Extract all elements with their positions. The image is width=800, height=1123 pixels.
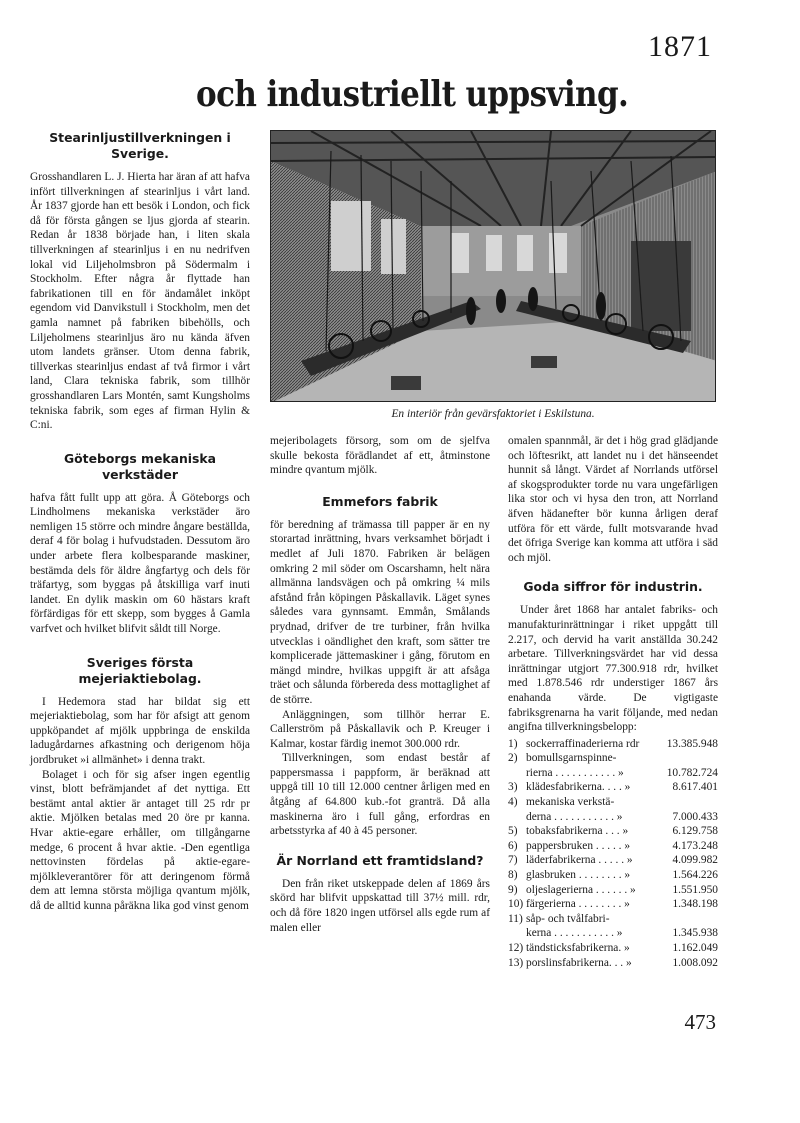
- production-value-list: [508, 737, 718, 971]
- list-item-number: 3): [508, 781, 518, 794]
- list-item-number: 8): [508, 869, 518, 882]
- list-item-value: 1.564.226: [672, 869, 718, 882]
- paragraph: mejeribolagets försorg, som om de sjelfva skulle bekosta förädlandet af ett, åtminstone mindre qvantum mjölk.: [270, 435, 490, 477]
- paragraph: omalen spannmål, är det i hög grad glädjande och löftesrikt, att landet nu i det hänseendet hunnit så långt. Värdet af Norrlands utförsel af skogsprodukter torde nu vara ungefärligen lika stor och vi hysa den tron, att Norrland äfven hädanefter bör kunna årligen deraf utföra för ett värde, fullt motsvarande hvad det öfriga Sverige kan komma att utföra i säd och mjöl.: [508, 435, 718, 564]
- paragraph: Anläggningen, som tillhör herrar E. Callerström på Påskallavik och P. Kreuger i Kalmar, kostar färdig inemot 300.000 rdr.: [270, 708, 490, 750]
- paragraph: hafva fått fullt upp att göra. Å Göteborgs och Lindholmens mekaniska verkstäder äro nemligen 15 större och mindre ångare beställda, deraf 4 för bolag i hufvudstaden. Dessutom äro under arbete flera kolbesparande maskiner, bestämda dels för äldre ångfartyg och dels för träfartyg, som byggas på åtskilliga varf inuti landet. En dylik maskin om 60 hästars kraft förfärdigas för ett skepp, som bygges å Gamla varfvet och hvilket blifvit såldt till Norge.: [30, 491, 250, 636]
- list-item: [508, 853, 718, 868]
- list-item: [508, 912, 718, 927]
- list-item: [508, 941, 718, 956]
- list-item-label: läderfabrikerna . . . . . »: [526, 854, 633, 867]
- list-item-value: 1.162.049: [672, 942, 718, 954]
- list-item-number: [508, 810, 526, 825]
- list-item-number: 2): [508, 752, 518, 765]
- list-item: [508, 883, 718, 898]
- paragraph: Under året 1868 har antalet fabriks- och manufakturinrättningar i riket uppgått till 2.217, och dervid ha varit anställda 30.242 arbetare. Tillverkningsvärdet har vid dessa inrättningar utgjort 77.300.918 rdr, hvilket med 1.878.546 rdr understiger 1867 års enahanda värde. De vigtigaste fabriksgrenarna ha varit följande, med nedan angifna tillverkningsbelopp:: [508, 604, 718, 734]
- page-number: 473: [684, 1010, 716, 1034]
- list-item: [508, 795, 718, 810]
- paragraph: Den från riket utskeppade delen af 1869 års skörd har blifvit uppskattad till 37½ mill. rdr, och då före 1820 ingen utförsel alls egde rum af malen eller: [270, 877, 490, 934]
- list-item: [508, 751, 718, 766]
- list-item-value: [662, 912, 718, 927]
- list-item-value: 1.348.198: [672, 898, 718, 911]
- list-item: [508, 824, 718, 839]
- list-item-number: 5): [508, 825, 518, 838]
- list-item-label: tobaksfabrikerna . . . »: [526, 825, 629, 838]
- column-2: [270, 434, 490, 935]
- list-item: [508, 897, 718, 912]
- list-item: [508, 780, 718, 795]
- paragraph: Bolaget i och för sig afser ingen egentlig vinst, blott befrämjandet af det nyttiga. Ett bestämt antal aktier är antaget till 25 rdr pr aktie. Mjölken betalas med 20 öre pr kanna. Hvar aktie-egare erhåller, om tillgångarne medge, 6 procent å hvar aktie. -Den egentliga nettovinsten fördelas på aktie-egare-mjölkleverantörer för att deringenom förmå dem att lemna största möjliga qvantum mjölk, då de alltid kunna påräkna lika god vinst genom: [30, 768, 250, 912]
- list-item-label: derna . . . . . . . . . . . »: [526, 810, 623, 823]
- heading-goteborgs-verkstader: Göteborgs mekaniska verkstäder: [63, 450, 217, 482]
- list-item-label: sockerraffinaderierna rdr: [526, 737, 640, 750]
- list-item-number: 4): [508, 796, 518, 809]
- list-item-value: 1.551.950: [672, 883, 718, 896]
- paragraph: för beredning af trämassa till papper är en ny storartad inrättning, hvars verksamhet börjadt i medlet af Juli 1870. Fabriken är belägen omkring 2 mil söder om Oscarshamn, helt nära allmänna landsvägen och på omkring ¼ mils afstånd från köpingen Påskallavik. Läget synes således vara gynnsamt. Emmån, Smålands prydnad, drifver de tre turbiner, från hvilka utvecklas i oändlighet den kraft, som sätter tre komplicerade jättemaskiner i gång, förutom en mängd mindre, hvilkas uppgift är att afsåga träet och sålunda förbereda dess mottaglighet af de större.: [270, 518, 490, 706]
- paragraph: Tillverkningen, som endast består af pappersmassa i pappform, är beräknad att uppgå till 10 till 12.000 centner årligen med en åtgång af 64.800 kub.-fot granträ. Då alla maskinerna äro i full gång, erfordras en arbetsstyrka af 40 à 45 personer.: [270, 752, 490, 838]
- list-item-label: klädesfabrikerna. . . . »: [526, 781, 631, 794]
- figure-caption: En interiör från gevärsfaktoriet i Eskilstuna.: [391, 408, 595, 420]
- year-header: 1871: [648, 30, 712, 63]
- heading-mejeriaktiebolag: Sveriges första mejeriaktiebolag.: [78, 654, 202, 686]
- list-item-label: bomullsgarnspinne-: [526, 752, 617, 765]
- paragraph: I Hedemora stad har bildat sig ett mejeriaktiebolag, som har för afsigt att genom uppköpandet af mjölk uppbringa de enskilda ladugårdarnes afkastning och derigenom höja jordbruket »i allmänhet» i denna trakt.: [30, 695, 250, 766]
- list-item: [508, 956, 718, 971]
- list-item-value: 4.173.248: [672, 839, 718, 852]
- list-item-value: 1.008.092: [672, 956, 718, 969]
- list-item-value: 4.099.982: [672, 854, 718, 867]
- list-item-label: oljeslagerierna . . . . . . »: [526, 883, 636, 896]
- list-item-number: 1): [508, 737, 518, 750]
- column-1: [30, 130, 250, 914]
- list-item-label: färgerierna . . . . . . . . »: [526, 898, 630, 911]
- list-item: [508, 868, 718, 883]
- list-item-number: 6): [508, 839, 518, 852]
- list-item-value: 13.385.948: [666, 737, 718, 750]
- column-3: [508, 434, 718, 970]
- list-item-label: mekaniska verkstä-: [526, 796, 615, 809]
- list-item-number: 10): [508, 898, 524, 911]
- heading-stearinljus: Stearinljustillverkningen i Sverige.: [49, 130, 231, 161]
- list-item-value: 8.617.401: [672, 781, 718, 794]
- list-item-value: 7.000.433: [672, 810, 718, 823]
- list-item-label: glasbruken . . . . . . . . »: [526, 869, 631, 882]
- list-item: [508, 737, 718, 752]
- list-item-value: [662, 795, 718, 810]
- heading-norrland-framtidsland: Är Norrland ett framtidsland?: [276, 852, 484, 868]
- list-item: [508, 766, 718, 781]
- heading-emmefors-fabrik: Emmefors fabrik: [322, 493, 438, 509]
- list-item-label: pappersbruken . . . . . »: [526, 839, 631, 852]
- factory-interior-engraving: [270, 130, 716, 402]
- list-item-label: kerna . . . . . . . . . . . »: [526, 927, 623, 940]
- list-item-number: [508, 926, 526, 941]
- heading-goda-siffror: Goda siffror för industrin.: [523, 579, 703, 595]
- list-item-label: såp- och tvålfabri-: [526, 912, 610, 925]
- list-item: [508, 926, 718, 941]
- list-item-value: [662, 751, 718, 766]
- list-item-number: 9): [508, 883, 518, 896]
- list-item-number: 7): [508, 854, 518, 867]
- list-item-number: 11): [508, 912, 523, 925]
- paragraph: Grosshandlaren L. J. Hierta har äran af att hafva infört tillverkningen af stearinljus i vårt land. År 1837 gjorde han ett besök i London, och fick då för första gången se ljus gjorda af stearin. Redan år 1838 började han, i liten skala tillverkningen af stearinljus i en nu nedrifven lokal vid Liljeholmsbron på Södermalm i Stockholm. Efter några år flyttade han fabrikationen till en för ändamålet inköpt egendom vid Danvikstull i Stockholm, men det gamla namnet på fabriken bibehölls, och Liljeholmens stearinljus äro nu kända äfven utom landets gränser. Utom denna fabrik, tillverkas stearinljus endast af två firmor i vårt land, Clara tekniska fabrik, som tillhör grosshandlaren Lars Montén, samt Kungsholms tekniska fabrik, som eges af firman Hylin & C:ni.: [30, 171, 250, 432]
- list-item-number: [508, 766, 526, 781]
- list-item-label: tändsticksfabrikerna. »: [526, 942, 630, 954]
- page-headline: och industriellt uppsving.: [196, 74, 629, 116]
- list-item-value: 6.129.758: [672, 825, 718, 838]
- list-item: [508, 810, 718, 825]
- list-item: [508, 839, 718, 854]
- list-item-value: 1.345.938: [672, 927, 718, 940]
- list-item-label: rierna . . . . . . . . . . . »: [526, 766, 624, 779]
- list-item-label: porslinsfabrikerna. . . »: [526, 956, 632, 969]
- list-item-number: 13): [508, 956, 524, 969]
- list-item-value: 10.782.724: [666, 766, 718, 779]
- list-item-number: 12): [508, 942, 524, 954]
